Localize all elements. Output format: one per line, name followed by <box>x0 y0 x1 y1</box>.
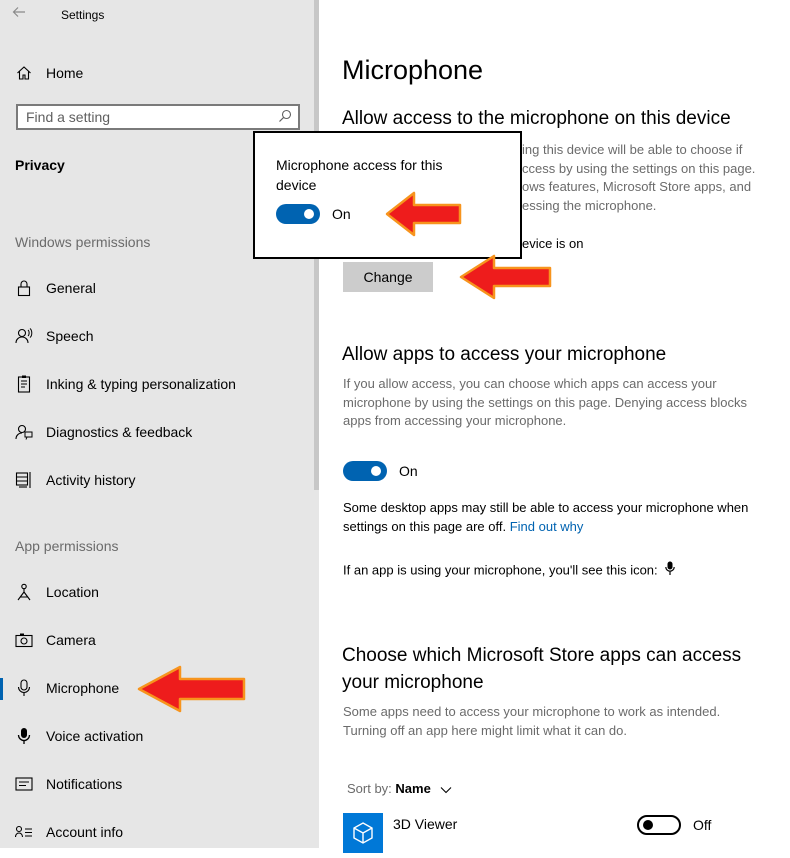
annotation-arrow-icon <box>384 190 464 238</box>
description-line: apps from accessing your microphone. <box>343 413 567 428</box>
search-input[interactable] <box>26 109 276 125</box>
store-section-description <box>343 703 720 740</box>
sidebar-item-account-info[interactable] <box>15 820 123 844</box>
desktop-apps-note <box>343 499 748 536</box>
sidebar-item-label: Inking & typing personalization <box>46 376 236 392</box>
sidebar-item-inking-typing[interactable] <box>15 372 236 396</box>
sidebar-item-general[interactable] <box>15 276 96 300</box>
sidebar-item-label: Voice activation <box>46 728 144 744</box>
sidebar-item-camera[interactable] <box>15 628 96 652</box>
find-out-why-link[interactable]: Find out why <box>509 518 584 534</box>
description-line: essing the microphone. <box>522 197 657 213</box>
search-box[interactable] <box>16 104 300 130</box>
note-line <box>343 518 748 537</box>
device-access-toggle[interactable] <box>276 204 320 224</box>
sidebar-item-label: Camera <box>46 632 96 648</box>
annotation-arrow-icon <box>136 664 248 714</box>
apps-section-heading: Allow apps to access your microphone <box>342 344 667 365</box>
sidebar-item-speech[interactable] <box>15 324 93 348</box>
store-heading-line: your microphone <box>342 672 484 693</box>
app-name: 3D Viewer <box>393 816 458 832</box>
speech-icon <box>15 327 33 345</box>
microphone-icon <box>15 679 33 697</box>
sort-by-value: Name <box>395 781 431 796</box>
sidebar-item-activity-history[interactable] <box>15 468 135 492</box>
selection-indicator <box>0 678 3 700</box>
microphone-in-use-icon <box>665 561 675 582</box>
description-line: ing this device will be able to choose if <box>522 142 743 157</box>
lock-icon <box>15 279 33 297</box>
notifications-icon <box>15 775 33 793</box>
home-nav-item[interactable] <box>15 62 83 84</box>
home-label: Home <box>46 65 84 81</box>
sidebar-item-diagnostics[interactable] <box>15 420 192 444</box>
sort-by-label: Sort by: <box>347 781 392 796</box>
note-text: settings on this page are off. <box>343 518 510 534</box>
description-line: ccess by using the settings on this page. <box>522 160 756 176</box>
dialog-title: Microphone access for this device <box>276 157 443 193</box>
description-line: microphone by using the settings on this page. Denying access blocks <box>343 394 747 410</box>
camera-icon <box>15 631 33 649</box>
sidebar-item-label: Diagnostics & feedback <box>46 424 193 440</box>
sidebar-item-microphone[interactable] <box>15 676 119 700</box>
sidebar-item-label: Microphone <box>46 680 120 696</box>
note-line: Some desktop apps may still be able to access your microphone when <box>343 500 749 515</box>
app-permissions-heading: App permissions <box>15 538 119 554</box>
device-access-status: evice is on <box>522 236 584 251</box>
3d-viewer-toggle[interactable] <box>637 815 681 835</box>
windows-permissions-heading: Windows permissions <box>15 234 151 250</box>
description-line: Turning off an app here might limit what it can do. <box>343 722 627 738</box>
sidebar-item-notifications[interactable] <box>15 772 122 796</box>
apps-access-toggle-label: On <box>399 463 418 479</box>
voice-activation-icon <box>15 727 33 745</box>
inking-icon <box>15 375 33 393</box>
description-line: Some apps need to access your microphone to work as intended. <box>343 704 721 719</box>
change-button[interactable]: Change <box>343 262 433 292</box>
sort-by-dropdown[interactable] <box>347 781 452 797</box>
sidebar-item-label: General <box>46 280 96 296</box>
privacy-heading: Privacy <box>15 157 65 173</box>
sidebar-item-location[interactable] <box>15 580 99 604</box>
mic-icon-note <box>343 561 675 582</box>
sidebar-item-label: Activity history <box>46 472 136 488</box>
sidebar-item-label: Location <box>46 584 99 600</box>
page-title: Microphone <box>342 55 484 85</box>
location-icon <box>15 583 33 601</box>
back-arrow-icon[interactable] <box>12 5 32 25</box>
home-icon <box>15 64 33 82</box>
description-line: ows features, Microsoft Store apps, and <box>522 179 752 194</box>
device-section-heading: Allow access to the microphone on this device <box>342 108 731 129</box>
apps-section-description <box>343 375 747 431</box>
sidebar-item-label: Notifications <box>46 776 123 792</box>
store-section-heading <box>342 642 741 696</box>
mic-icon-note-text: If an app is using your microphone, you'll see this icon: <box>343 562 658 578</box>
3d-viewer-toggle-label: Off <box>693 817 712 833</box>
search-icon[interactable] <box>278 109 292 128</box>
3d-viewer-app-icon <box>343 813 383 853</box>
description-line: If you allow access, you can choose which apps can access your <box>343 376 717 391</box>
chevron-down-icon <box>440 782 452 797</box>
device-access-toggle-label: On <box>332 206 351 222</box>
apps-access-toggle[interactable] <box>343 461 387 481</box>
annotation-arrow-icon <box>458 253 554 301</box>
sidebar-item-label: Account info <box>46 824 124 840</box>
account-info-icon <box>15 823 33 841</box>
feedback-icon <box>15 423 33 441</box>
sidebar-item-label: Speech <box>46 328 94 344</box>
sidebar-item-voice-activation[interactable] <box>15 724 143 748</box>
activity-icon <box>15 471 33 489</box>
window-title: Settings <box>61 8 105 22</box>
device-section-description <box>522 141 755 215</box>
store-heading-line: Choose which Microsoft Store apps can access <box>342 645 742 666</box>
